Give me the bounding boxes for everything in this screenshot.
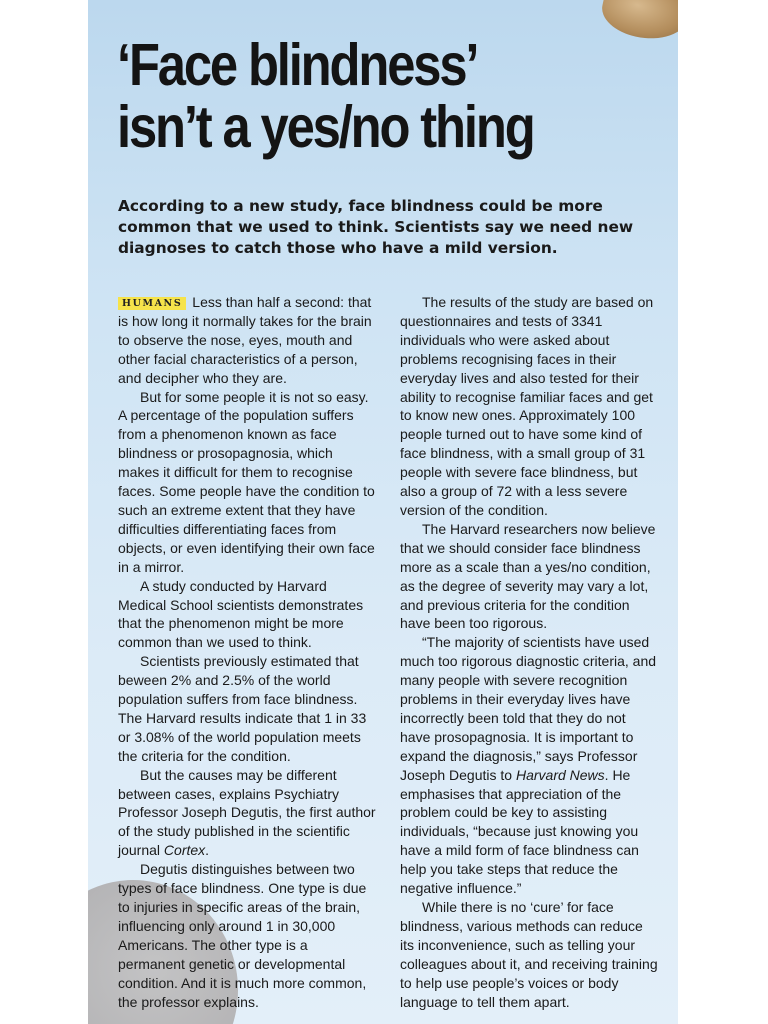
paragraph: The results of the study are based on questionnaires and tests of 3341 individuals who were asked about problems recognising faces in their everyday lives and also tested for their ability to recognise familiar faces and get to know new ones. Approximately 100 people turned out to have some kind of face blindness, with a small group of 31 people with severe face blindness, but also a group of 72 with a less severe version of the condition. xyxy=(400,294,654,518)
headline xyxy=(117,34,581,158)
section-tag: HUMANS xyxy=(118,297,186,310)
deck-intro: According to a new study, face blindness could be more common that we used to think. Scientists say we need new diagnoses to catch those who have a mild version. xyxy=(118,197,634,257)
left-column xyxy=(118,293,376,1011)
headline-line-2: isn’t a yes/no thing xyxy=(117,94,534,160)
source-name: Harvard News xyxy=(515,766,605,783)
paragraph: Degutis distinguishes between two types of face blindness. One type is due to injuries in specific areas of the brain, influencing only around 1 in 30,000 Americans. The other type is a permanent genetic or developmental condition. And it is much more common, the professor explains. xyxy=(118,861,367,1010)
paragraph-text: Less than half a second: that is how long it normally takes for the brain to observe the nose, eyes, mouth and other facial characteristics of a person, and decipher who they are. xyxy=(118,294,372,386)
paragraph xyxy=(118,766,376,861)
journal-name: Cortex xyxy=(163,842,206,859)
headline-line-1: ‘Face blindness’ xyxy=(117,32,478,98)
magazine-page xyxy=(88,0,678,1024)
paragraph: While there is no ‘cure’ for face blindness, various methods can reduce its inconvenience, such as telling your colleagues about it, and receiving training to help use people’s voices or body language to tell them apart. xyxy=(400,899,658,1010)
paragraph: Scientists previously estimated that beween 2% and 2.5% of the world population suffers from face blindness. The Harvard results indicate that 1 in 33 or 3.08% of the world population meets the criteria for the condition. xyxy=(118,653,367,764)
paragraph: The Harvard researchers now believe that we should consider face blindness more as a scale than a yes/no condition, as the degree of severity may vary a lot, and previous criteria for the condition have been too rigorous. xyxy=(400,520,656,632)
right-column xyxy=(400,293,658,1011)
paragraph-text: . xyxy=(205,842,210,859)
rock-decoration xyxy=(598,0,678,46)
paragraph: But for some people it is not so easy. A percentage of the population suffers from a phenomenon known as face blindness or prosopagnosia, which makes it difficult for them to recognise faces. Some people have the condition to such an extreme extent that they have difficulties differentiating faces from objects, or even identifying their own face in a mirror. xyxy=(118,388,375,575)
paragraph xyxy=(118,293,376,388)
paragraph xyxy=(400,633,658,898)
paragraph-text: But the causes may be different between cases, explains Psychiatry Professor Joseph Degutis, the first author of the study published in the scientific journal xyxy=(118,766,376,859)
paragraph: A study conducted by Harvard Medical School scientists demonstrates that the phenomenon might be more common than we used to think. xyxy=(118,577,364,651)
paragraph-text: . He emphasises that appreciation of the problem could be key to assisting individuals, “because just knowing you have a mild form of face blindness can help you take steps that reduce the negative influence.” xyxy=(400,766,639,897)
paragraph-text: “The majority of scientists have used much too rigorous diagnostic criteria, and many people with severe recognition problems in their everyday lives have incorrectly been told that they do not have prosopagnosia. It is important to expand the diagnosis,” says Professor Joseph Degutis to xyxy=(400,634,657,783)
